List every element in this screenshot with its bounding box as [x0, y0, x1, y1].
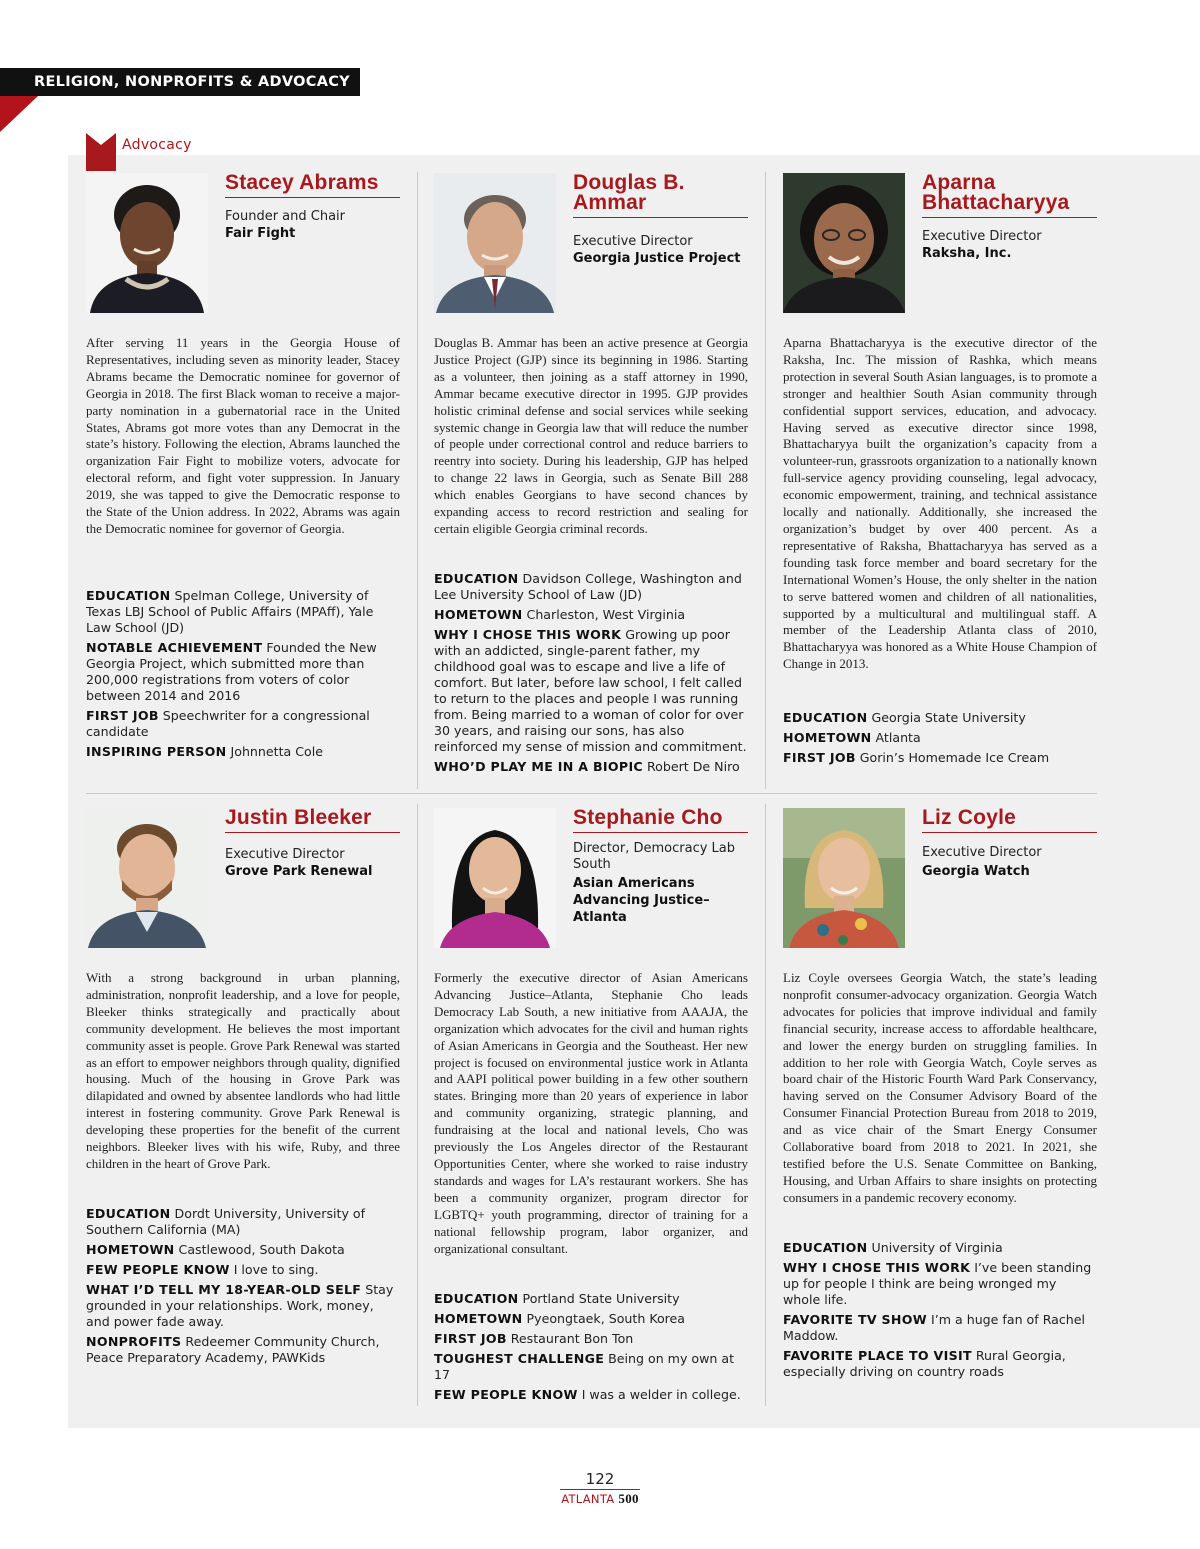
profile-card-justin-bleeker: [86, 808, 400, 1388]
fact-text: Spelman College, University of Texas LBJ School of Public Affairs (MPAff), Yale Law School (JD): [86, 588, 374, 635]
fact-text: Johnnetta Cole: [230, 744, 323, 759]
profile-title: Executive Director: [225, 847, 345, 862]
profile-organization: Georgia Watch: [922, 864, 1030, 879]
profile-bio: With a strong background in urban planning, administration, nonprofit leadership, and a love for people, Bleeker thinks strategically and practically about community development. He believes the most important community asset is people. Grove Park Renewal was started as an effort to empower neighbors through quality, dignified housing. Much of the housing in Grove Park was dilapidated and owned by absentee landlords who had little interest in fostering community. Grove Park Renewal is developing these properties for the benefit of the current neighbors. Bleeker lives with his wife, Ruby, and three children in the heart of Grove Park.: [86, 970, 400, 1171]
fact-why-i-chose-this-work: [783, 1260, 1097, 1308]
column-divider: [765, 804, 766, 1406]
fact-hometown: [783, 730, 1097, 746]
fact-text: Pyeongtaek, South Korea: [526, 1311, 686, 1326]
fact-text: Portland State University: [522, 1291, 680, 1306]
profile-title: Executive Director: [922, 845, 1042, 860]
profile-organization: Fair Fight: [225, 226, 296, 241]
fact-toughest-challenge: [434, 1351, 748, 1383]
fact-education: [86, 588, 400, 636]
fact-notable-achievement: [86, 640, 400, 704]
fact-label: INSPIRING PERSON: [86, 744, 227, 759]
portrait-photo: [783, 808, 905, 948]
fact-text: Growing up poor with an addicted, single-parent father, my childhood goal was to escape and live a life of comfort. But later, before law school, I felt called to return to the places and people I was running from. Being married to a woman of color for over 30 years, and raising our sons, has also reinforced my sense of mission and commitment.: [434, 627, 747, 754]
fact-education: [783, 710, 1097, 726]
fact-education: [434, 1291, 748, 1307]
fact-label: FIRST JOB: [86, 708, 159, 723]
fact-label: FEW PEOPLE KNOW: [434, 1387, 578, 1402]
fact-label: FAVORITE TV SHOW: [783, 1312, 927, 1327]
fact-label: WHO’D PLAY ME IN A BIOPIC: [434, 759, 643, 774]
row-divider: [86, 793, 1097, 794]
portrait-photo: [783, 173, 905, 313]
fact-first-job: [434, 1331, 748, 1347]
fact-few-people-know: [86, 1262, 400, 1278]
profile-bio: Formerly the executive director of Asian Americans Advancing Justice–Atlanta, Stephanie Cho leads Democracy Lab South, a new initiative from AAAJA, the organization which advocates for the civil and human rights of Asian Americans in Georgia and the Southeast. Her new project is focused on environmental justice work in Atlanta and AAPI political power building in a few other southern states. Bringing more than 20 years of experience in labor and community organizing, strategic planning, and fundraising at the local and national levels, Cho was previously the Los Angeles director of the Restaurant Opportunities Center, where she worked to raise industry standards and wages for LA’s restaurant workers. She has been a community organizer, program director for LGBTQ+ youth programming, director of training for a national fellowship program, labor organizer, and organizational consultant.: [434, 970, 748, 1256]
profile-bio: Liz Coyle oversees Georgia Watch, the state’s leading nonprofit consumer-advocacy organization. Georgia Watch advocates for policies that improve individual and family financial security, increase access to affordable healthcare, and lower the energy burden on struggling families. In addition to her role with Georgia Watch, Coyle serves as board chair of the Historic Fourth Ward Park Conservancy, having served on the Consumer Advisory Board of the Consumer Financial Protection Bureau from 2018 to 2019, and as vice chair of the Smart Energy Consumer Collaborative board from 2018 to 2021. In 2021, she testified before the U.S. Senate Committee on Banking, Housing, and Urban Affairs to share insights on protecting consumers in a pandemic recovery economy.: [783, 970, 1097, 1205]
fact-label: EDUCATION: [86, 1206, 171, 1221]
profile-card-douglas-ammar: [434, 173, 748, 783]
profile-organization: Grove Park Renewal: [225, 864, 373, 879]
banner-corner-triangle: [0, 96, 38, 132]
fact-label: EDUCATION: [86, 588, 171, 603]
profile-card-liz-coyle: [783, 808, 1097, 1388]
fact-text: Gorin’s Homemade Ice Cream: [859, 750, 1050, 765]
fact-label: EDUCATION: [783, 710, 868, 725]
fact-text: I’ve been standing up for people I think are being wronged my whole life.: [783, 1260, 1092, 1307]
fact-biopic: [434, 759, 748, 775]
category-label: Advocacy: [122, 137, 192, 153]
fact-why-i-chose-this-work: [434, 627, 748, 755]
fact-text: Georgia State University: [871, 710, 1026, 725]
fact-text: University of Virginia: [871, 1240, 1003, 1255]
profile-name: Justin Bleeker: [225, 808, 400, 833]
fact-label: EDUCATION: [434, 571, 519, 586]
page-number: 122: [585, 1470, 615, 1488]
profile-name: Liz Coyle: [922, 808, 1097, 833]
footer-brand: [0, 1491, 1200, 1507]
fact-first-job: [86, 708, 400, 740]
advocacy-ribbon-icon: [86, 133, 116, 171]
fact-first-job: [783, 750, 1097, 766]
column-divider: [417, 172, 418, 789]
portrait-photo: [434, 808, 556, 948]
fact-text: Being on my own at 17: [434, 1351, 735, 1382]
fact-label: HOMETOWN: [434, 1311, 523, 1326]
fact-label: FEW PEOPLE KNOW: [86, 1262, 230, 1277]
profile-bio: After serving 11 years in the Georgia House of Representatives, including seven as minority leader, Stacey Abrams became the Democratic nominee for governor of Georgia in 2018. The first Black woman to receive a major-party nomination in a gubernatorial race in the United States, Abrams got more votes than any Democrat in the state’s history. Following the election, Abrams launched the organization Fair Fight to mobilize voters, advocate for electoral reform, and fight voter suppression. In January 2019, she was tapped to give the Democratic response to the State of the Union address. In 2022, Abrams was again the Democratic nominee for governor of Georgia.: [86, 335, 400, 536]
fact-text: Charleston, West Virginia: [526, 607, 686, 622]
profile-name: Douglas B. Ammar: [573, 173, 748, 218]
fact-label: HOMETOWN: [434, 607, 523, 622]
fact-label: WHY I CHOSE THIS WORK: [434, 627, 622, 642]
fact-text: I was a welder in college.: [581, 1387, 741, 1402]
column-divider: [765, 172, 766, 789]
fact-label: TOUGHEST CHALLENGE: [434, 1351, 605, 1366]
profile-title: Executive Director: [573, 234, 693, 249]
profile-title: Director, Democracy Lab South: [573, 841, 736, 872]
profile-organization: Raksha, Inc.: [922, 246, 1012, 261]
fact-few-people-know: [434, 1387, 748, 1403]
fact-hometown: [434, 607, 748, 623]
fact-text: I love to sing.: [233, 1262, 319, 1277]
profile-name: Stephanie Cho: [573, 808, 748, 833]
portrait-photo: [86, 808, 208, 948]
profile-bio: Douglas B. Ammar has been an active presence at Georgia Justice Project (GJP) since its beginning in 1986. Starting as a volunteer, then joining as a staff attorney in 1990, Ammar became executive director in 1995. GJP provides holistic criminal defense and social services while seeking systemic change in Georgia law that will reduce the number of people under correctional control and reduce barriers to reentry into society. During his leadership, GJP has helped to change 22 laws in Georgia, such as Senate Bill 288 which enables Georgians to have second chances by expanding access to record restriction and sealing for certain eligible Georgia criminal records.: [434, 335, 748, 536]
profile-bio: Aparna Bhattacharyya is the executive director of the Raksha, Inc. The mission of Rashka, which means protection in several South Asian languages, is to promote a stronger and healthier South Asian community through confidential support services, education, and advocacy. Having served as executive director since 1998, Bhattacharyya built the organization’s capacity from a volunteer-run, grassroots organization to a nationally known full-service agency providing counseling, legal advocacy, economic empowerment, training, and technical assistance locally and nationally. Additionally, she increased the organization’s budget by over 400 percent. As a representative of Raksha, Bhattacharyya has served as a founding task force member and board secretary for the International Women’s House, the only shelter in the nation to serve battered women and children of all nationalities, supported by a multicultural and multilingual staff. A member of the Leadership Atlanta class of 2010, Bhattacharyya was honored as a White House Champion of Change in 2013.: [783, 335, 1097, 672]
fact-text: Rural Georgia, especially driving on country roads: [783, 1348, 1066, 1379]
fact-favorite-tv-show: [783, 1312, 1097, 1344]
portrait-photo: [86, 173, 208, 313]
fact-label: WHAT I’D TELL MY 18-YEAR-OLD SELF: [86, 1282, 362, 1297]
profile-card-stephanie-cho: [434, 808, 748, 1408]
fact-label: FIRST JOB: [434, 1331, 507, 1346]
profile-name: Aparna Bhattacharyya: [922, 173, 1097, 218]
fact-text: Castlewood, South Dakota: [178, 1242, 345, 1257]
footer-brand-name: ATLANTA: [561, 1492, 615, 1506]
profile-card-stacey-abrams: [86, 173, 400, 773]
fact-hometown: [86, 1242, 400, 1258]
fact-text: Stay grounded in your relationships. Work, money, and power fade away.: [86, 1282, 394, 1329]
fact-label: EDUCATION: [434, 1291, 519, 1306]
fact-label: NOTABLE ACHIEVEMENT: [86, 640, 263, 655]
fact-label: HOMETOWN: [86, 1242, 175, 1257]
fact-text: Dordt University, University of Southern California (MA): [86, 1206, 366, 1237]
footer-brand-number: 500: [618, 1491, 639, 1506]
portrait-photo: [434, 173, 556, 313]
fact-label: HOMETOWN: [783, 730, 872, 745]
profile-title: Founder and Chair: [225, 209, 346, 224]
profile-organization: Georgia Justice Project: [573, 251, 741, 266]
profile-organization: Asian Americans Advancing Justice–Atlanta: [573, 876, 710, 925]
fact-education: [783, 1240, 1097, 1256]
fact-education: [434, 571, 748, 603]
fact-education: [86, 1206, 400, 1238]
fact-label: EDUCATION: [783, 1240, 868, 1255]
fact-label: FAVORITE PLACE TO VISIT: [783, 1348, 972, 1363]
fact-text: Atlanta: [875, 730, 921, 745]
fact-advice-to-younger-self: [86, 1282, 400, 1330]
column-divider: [417, 804, 418, 1406]
fact-text: Restaurant Bon Ton: [510, 1331, 634, 1346]
fact-favorite-place: [783, 1348, 1097, 1380]
fact-hometown: [434, 1311, 748, 1327]
profile-title: Executive Director: [922, 229, 1042, 244]
fact-text: Redeemer Community Church, Peace Preparatory Academy, PAWKids: [86, 1334, 380, 1365]
footer-divider: [560, 1489, 640, 1490]
section-banner: RELIGION, NONPROFITS & ADVOCACY: [0, 68, 360, 96]
fact-text: Davidson College, Washington and Lee University School of Law (JD): [434, 571, 742, 602]
profile-card-aparna-bhattacharyya: [783, 173, 1097, 783]
fact-label: WHY I CHOSE THIS WORK: [783, 1260, 971, 1275]
fact-text: Founded the New Georgia Project, which submitted more than 200,000 registrations from voters of color between 2014 and 2016: [86, 640, 377, 703]
fact-nonprofits: [86, 1334, 400, 1366]
fact-label: NONPROFITS: [86, 1334, 182, 1349]
fact-label: FIRST JOB: [783, 750, 856, 765]
fact-text: I’m a huge fan of Rachel Maddow.: [783, 1312, 1086, 1343]
fact-inspiring-person: [86, 744, 400, 760]
fact-text: Speechwriter for a congressional candidate: [86, 708, 370, 739]
fact-text: Robert De Niro: [646, 759, 740, 774]
profile-name: Stacey Abrams: [225, 173, 400, 198]
